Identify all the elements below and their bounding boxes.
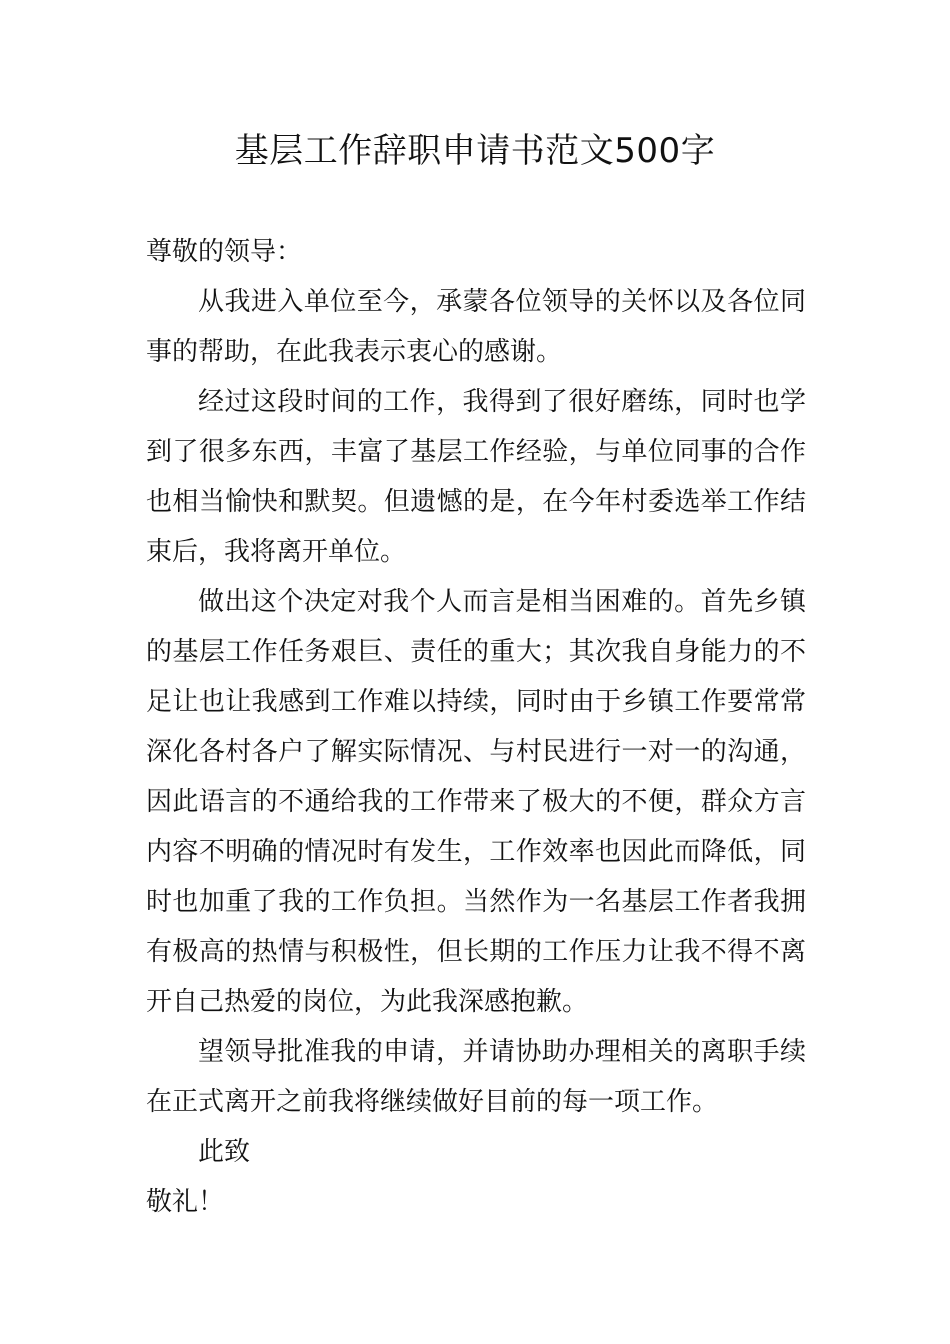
paragraph-4: 望领导批准我的申请，并请协助办理相关的离职手续在正式离开之前我将继续做好目前的每一项工作。 <box>146 1037 806 1117</box>
paragraph-3: 做出这个决定对我个人而言是相当困难的。首先乡镇的基层工作任务艰巨、责任的重大；其次我自身能力的不足让也让我感到工作难以持续，同时由于乡镇工作要常常深化各村各户了解实际情况、与村民进行一对一的沟通，因此语言的不通给我的工作带来了极大的不便，群众方言内容不明确的情况时有发生，工作效率也因此而降低，同时也加重了我的工作负担。当然作为一名基层工作者我拥有极高的热情与积极性，但长期的工作压力让我不得不离开自己热爱的岗位，为此我深感抱歉。 <box>146 587 806 1017</box>
document-title: 基层工作辞职申请书范文500字 <box>234 131 716 171</box>
salutation: 尊敬的领导： <box>146 237 303 267</box>
closing-line: 此致 <box>198 1137 251 1167</box>
closing-salute: 敬礼！ <box>146 1187 225 1217</box>
paragraph-1: 从我进入单位至今，承蒙各位领导的关怀以及各位同事的帮助，在此我表示衷心的感谢。 <box>146 287 806 367</box>
document-body <box>146 227 806 1227</box>
paragraph-2: 经过这段时间的工作，我得到了很好磨练，同时也学到了很多东西，丰富了基层工作经验，与单位同事的合作也相当愉快和默契。但遗憾的是，在今年村委选举工作结束后，我将离开单位。 <box>146 387 806 567</box>
